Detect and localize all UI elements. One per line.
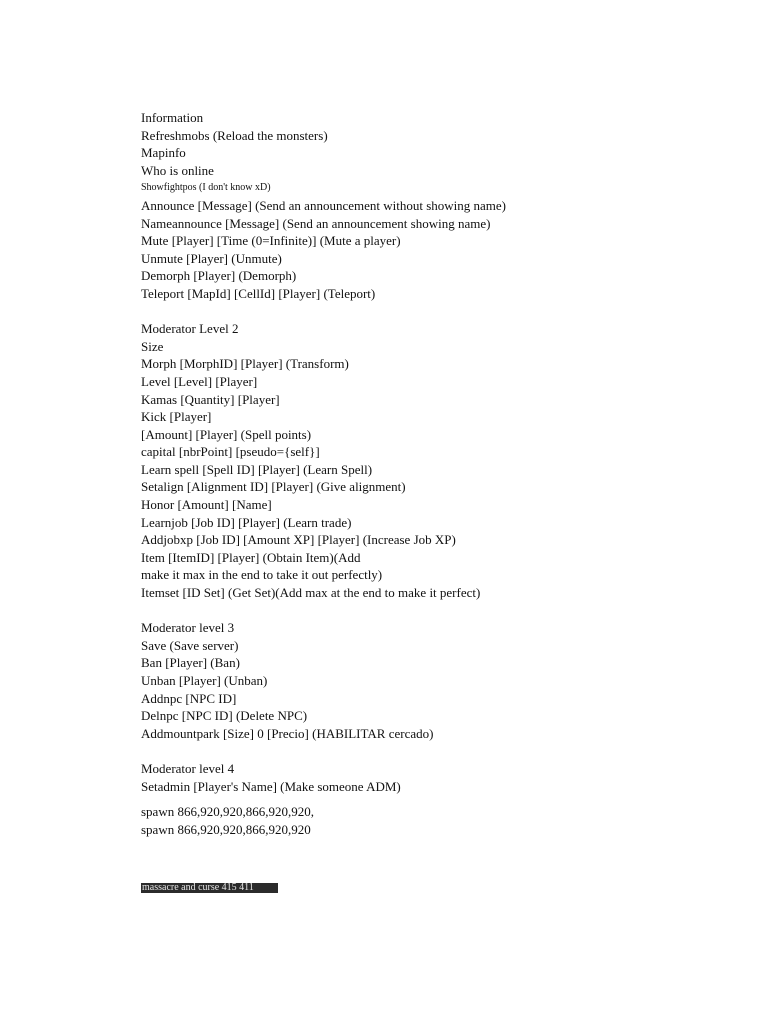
heading-moderator-level-3: Moderator level 3 bbox=[141, 620, 235, 636]
command-line: Setalign [Alignment ID] [Player] (Give alignment) bbox=[141, 479, 406, 495]
command-line: Demorph [Player] (Demorph) bbox=[141, 268, 297, 284]
command-line: capital [nbrPoint] [pseudo={self}] bbox=[141, 444, 320, 460]
command-line: Who is online bbox=[141, 162, 214, 178]
command-line: Honor [Amount] [Name] bbox=[141, 497, 272, 513]
command-line: Setadmin [Player's Name] (Make someone ADM) bbox=[141, 778, 401, 794]
section-moderator-level-2 bbox=[141, 320, 741, 602]
command-line: Kick [Player] bbox=[141, 409, 212, 425]
heading-moderator-level-4: Moderator level 4 bbox=[141, 760, 235, 776]
section-moderator-level-4 bbox=[141, 760, 741, 795]
command-line: Morph [MorphID] [Player] (Transform) bbox=[141, 356, 349, 372]
section-moderator-level-3 bbox=[141, 619, 741, 742]
spacer bbox=[141, 303, 741, 321]
command-line: Teleport [MapId] [CellId] [Player] (Teleport) bbox=[141, 285, 376, 301]
command-line: Mapinfo bbox=[141, 145, 186, 161]
command-line: Showfightpos (I don't know xD) bbox=[141, 182, 271, 194]
command-line: Refreshmobs (Reload the monsters) bbox=[141, 127, 328, 143]
heading-information: Information bbox=[141, 110, 204, 125]
command-line: Kamas [Quantity] [Player] bbox=[141, 391, 280, 407]
section-spawn bbox=[141, 803, 741, 838]
spacer bbox=[141, 795, 741, 803]
spacer bbox=[141, 602, 741, 620]
spawn-line: spawn 866,920,920,866,920,920, bbox=[141, 804, 314, 820]
command-line: Unmute [Player] (Unmute) bbox=[141, 250, 282, 266]
command-line: Announce [Message] (Send an announcement without showing name) bbox=[141, 197, 506, 213]
command-line: Item [ItemID] [Player] (Obtain Item)(Add bbox=[141, 549, 361, 565]
command-line: Learnjob [Job ID] [Player] (Learn trade) bbox=[141, 514, 352, 530]
document-content bbox=[141, 109, 741, 838]
command-line: Save (Save server) bbox=[141, 637, 239, 653]
command-line: Unban [Player] (Unban) bbox=[141, 673, 268, 688]
command-line: Learn spell [Spell ID] [Player] (Learn Spell) bbox=[141, 461, 373, 477]
heading-moderator-level-2: Moderator Level 2 bbox=[141, 321, 239, 337]
command-line: Nameannounce [Message] (Send an announcement showing name) bbox=[141, 215, 491, 231]
command-line: Itemset [ID Set] (Get Set)(Add max at the end to make it perfect) bbox=[141, 585, 481, 601]
command-line: Ban [Player] (Ban) bbox=[141, 655, 240, 671]
section-information bbox=[141, 109, 741, 303]
highlighted-text: massacre and curse 415 411 bbox=[141, 883, 278, 893]
command-line: Mute [Player] [Time (0=Infinite)] (Mute a player) bbox=[141, 233, 401, 249]
spawn-line: spawn 866,920,920,866,920,920 bbox=[141, 821, 311, 837]
command-line: Addmountpark [Size] 0 [Precio] (HABILITAR cercado) bbox=[141, 725, 434, 741]
command-line: [Amount] [Player] (Spell points) bbox=[141, 426, 312, 442]
command-line: Delnpc [NPC ID] (Delete NPC) bbox=[141, 708, 308, 724]
command-line: Addjobxp [Job ID] [Amount XP] [Player] (Increase Job XP) bbox=[141, 532, 456, 548]
command-line: Addnpc [NPC ID] bbox=[141, 690, 237, 706]
command-line: Level [Level] [Player] bbox=[141, 373, 258, 389]
command-line: make it max in the end to take it out perfectly) bbox=[141, 567, 383, 583]
spacer bbox=[141, 742, 741, 760]
command-line: Size bbox=[141, 338, 164, 354]
